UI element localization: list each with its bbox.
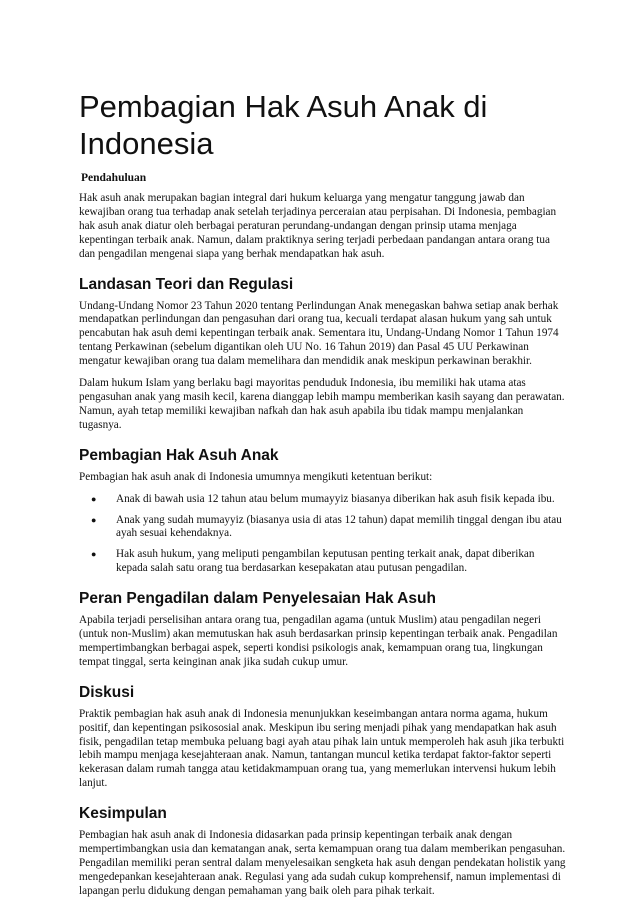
landasan-paragraph-2: Dalam hukum Islam yang berlaku bagi mayoritas penduduk Indonesia, ibu memiliki hak utama atas pengasuhan anak yang masih kecil, karena dianggap lebih mampu memberikan kasih sayang dan perawatan. Namun, ayah tetap memiliki kewajiban nafkah dan hak asuh apabila ibu tidak mampu menjalankan tugasnya.	[79, 377, 565, 431]
list-item	[79, 514, 568, 542]
intro-paragraph: Hak asuh anak merupakan bagian integral dari hukum keluarga yang mengatur tanggung jawab dan kewajiban orang tua terhadap anak setelah terjadinya perceraian atau perpisahan. Di Indonesia, pembagian hak asuh anak diatur oleh berbagai peraturan perundang-undangan dengan prinsip utama menjaga kepentingan terbaik anak. Namun, dalam praktiknya sering terjadi perbedaan pandangan antara orang tua dan pengadilan mengenai siapa yang berhak mendapatkan hak asuh.	[79, 192, 557, 260]
list-item-text: Hak asuh hukum, yang meliputi pengambilan keputusan penting terkait anak, dapat diberikan kepada salah satu orang tua berdasarkan kesepakatan atau putusan pengadilan.	[116, 548, 535, 575]
bullet-icon: ●	[91, 549, 97, 560]
diskusi-paragraph-1: Praktik pembagian hak asuh anak di Indonesia menunjukkan keseimbangan antara norma agama, hukum positif, dan kepentingan psikososial anak. Meskipun ibu sering menjadi pihak yang mendapatkan hak asuh fisik, pengadilan tetap membuka peluang bagi ayah atau pihak lain untuk memperoleh hak asuh jika terbukti lebih mampu menjaga kesejahteraan anak. Namun, tantangan muncul ketika terdapat faktor-faktor seperti kekerasan dalam rumah tangga atau ketidakmampuan orang tua, yang memerlukan intervensi hukum lebih lanjut.	[79, 707, 565, 790]
pembagian-paragraph-1: Pembagian hak asuh anak di Indonesia umumnya mengikuti ketentuan berikut:	[79, 470, 433, 483]
section-heading-landasan: Landasan Teori dan Regulasi	[79, 275, 294, 293]
list-item-text: Anak yang sudah mumayyiz (biasanya usia di atas 12 tahun) dapat memilih tinggal dengan ibu atau ayah sesuai kehendaknya.	[116, 513, 562, 540]
list-item-text: Anak di bawah usia 12 tahun atau belum mumayyiz biasanya diberikan hak asuh fisik kepada ibu.	[116, 492, 555, 505]
section-heading-peran: Peran Pengadilan dalam Penyelesaian Hak Asuh	[79, 590, 436, 608]
section-heading-diskusi: Diskusi	[79, 683, 135, 701]
bullet-icon: ●	[91, 514, 97, 525]
landasan-paragraph-1: Undang-Undang Nomor 23 Tahun 2020 tentang Perlindungan Anak menegaskan bahwa setiap anak berhak mendapatkan perlindungan dan pengasuhan dari orang tua, kecuali terdapat alasan hukum yang sah untuk pencabutan hak asuh demi kepentingan terbaik anak. Sementara itu, Undang-Undang Nomor 1 Tahun 1974 tentang Perkawinan (sebelum digantikan oleh UU No. 16 Tahun 2019) dan Pasal 45 UU Perkawinan mengatur kewajiban orang tua dalam memelihara dan mendidik anak meskipun perkawinan berakhir.	[79, 299, 559, 368]
list-item	[79, 548, 568, 576]
section-heading-pembagian: Pembagian Hak Asuh Anak	[79, 446, 279, 464]
peran-paragraph-1: Apabila terjadi perselisihan antara orang tua, pengadilan agama (untuk Muslim) atau pengadilan negeri (untuk non-Muslim) akan memutuskan hak asuh berdasarkan prinsip kepentingan terbaik anak. Pengadilan mempertimbangkan berbagai aspek, seperti kondisi psikologis anak, kemampuan orang tua, lingkungan tempat tinggal, serta keinginan anak jika sudah cukup umur.	[79, 614, 558, 668]
document-title: Pembagian Hak Asuh Anak di Indonesia	[79, 89, 488, 161]
pembagian-list	[79, 493, 568, 577]
kesimpulan-paragraph-1: Pembagian hak asuh anak di Indonesia didasarkan pada prinsip kepentingan terbaik anak dengan mempertimbangkan usia dan kematangan anak, serta kemampuan orang tua dalam memberikan pengasuhan. Pengadilan memiliki peran sentral dalam menyelesaikan sengketa hak asuh dengan pendekatan holistik yang mengedepankan kesejahteraan anak. Regulasi yang ada sudah cukup komprehensif, namun implementasi di lapangan perlu didukung dengan pemahaman yang baik oleh para pihak terkait.	[79, 829, 566, 897]
list-item	[79, 493, 568, 507]
bullet-icon: ●	[91, 493, 97, 504]
intro-heading: Pendahuluan	[81, 172, 147, 184]
section-heading-kesimpulan: Kesimpulan	[79, 805, 167, 823]
